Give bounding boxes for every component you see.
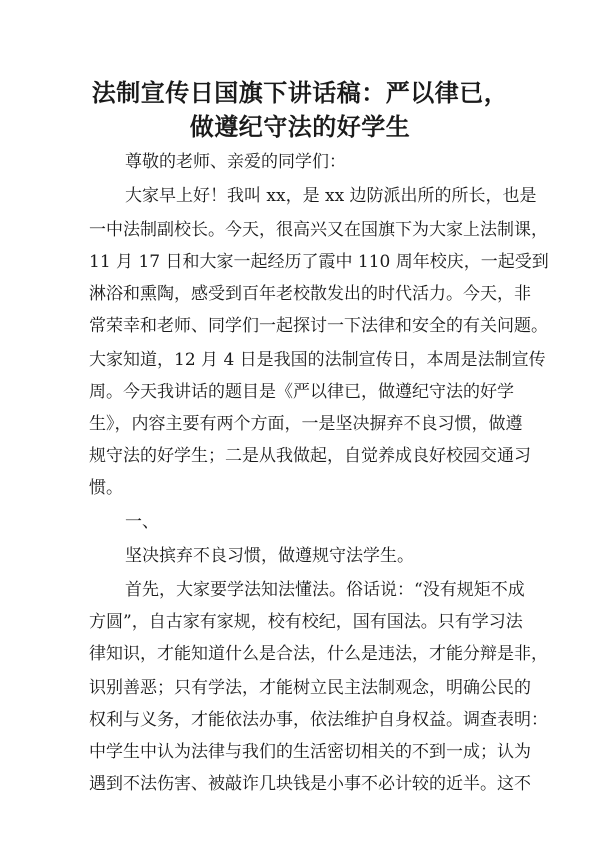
paragraph-1-line-10: 惯。: [89, 478, 123, 498]
paragraph-1-line-5: 常荣幸和老师、同学们一起探讨一下法律和安全的有关问题。: [89, 316, 548, 336]
paragraph-1-line-8: 生》，内容主要有两个方面，一是坚决摒弃不良习惯，做遵: [89, 414, 523, 434]
salutation: 尊敬的老师、亲爱的同学们：: [125, 152, 346, 172]
section-one-heading: 坚决摈弃不良习惯，做遵规守法学生。: [125, 546, 414, 566]
paragraph-2-line-3: 律知识，才能知道什么是合法，什么是违法，才能分辩是非，: [89, 644, 548, 664]
document-title-line-1: 法制宣传日国旗下讲话稿：严以律已，: [91, 78, 509, 107]
document-title-line-2: 做遵纪守法的好学生: [189, 112, 411, 141]
paragraph-1-line-6: 大家知道，12 月 4 日是我国的法制宣传日，本周是法制宣传: [89, 350, 546, 370]
paragraph-1-line-1: 大家早上好！我叫 xx，是 xx 边防派出所的所长，也是: [125, 186, 537, 206]
paragraph-1-line-4: 淋浴和熏陶，感受到百年老校散发出的时代活力。今天，非: [89, 284, 531, 304]
paragraph-2-line-1: 首先，大家要学法知法懂法。俗话说：“没有规矩不成: [125, 580, 525, 600]
paragraph-2-line-5: 权利与义务，才能依法办事，依法维护自身权益。调查表明：: [89, 710, 548, 730]
section-one-number: 一、: [125, 512, 159, 532]
paragraph-2-line-2: 方圆”，自古家有家规，校有校纪，国有国法。只有学习法: [89, 612, 523, 632]
paragraph-2-line-4: 识别善恶；只有学法，才能树立民主法制观念，明确公民的: [89, 678, 531, 698]
paragraph-2-line-7: 遇到不法伤害、被敲诈几块钱是小事不必计较的近半。这不: [89, 774, 531, 794]
paragraph-2-line-6: 中学生中认为法律与我们的生活密切相关的不到一成；认为: [89, 742, 531, 762]
paragraph-1-line-3: 11 月 17 日和大家一起经历了霞中 110 周年校庆，一起受到: [89, 252, 549, 272]
paragraph-1-line-9: 规守法的好学生；二是从我做起，自觉养成良好校园交通习: [89, 446, 531, 466]
paragraph-1-line-7: 周。今天我讲话的题目是《严以律已，做遵纪守法的好学: [89, 382, 514, 402]
paragraph-1-line-2: 一中法制副校长。今天，很高兴又在国旗下为大家上法制课，: [89, 220, 548, 240]
